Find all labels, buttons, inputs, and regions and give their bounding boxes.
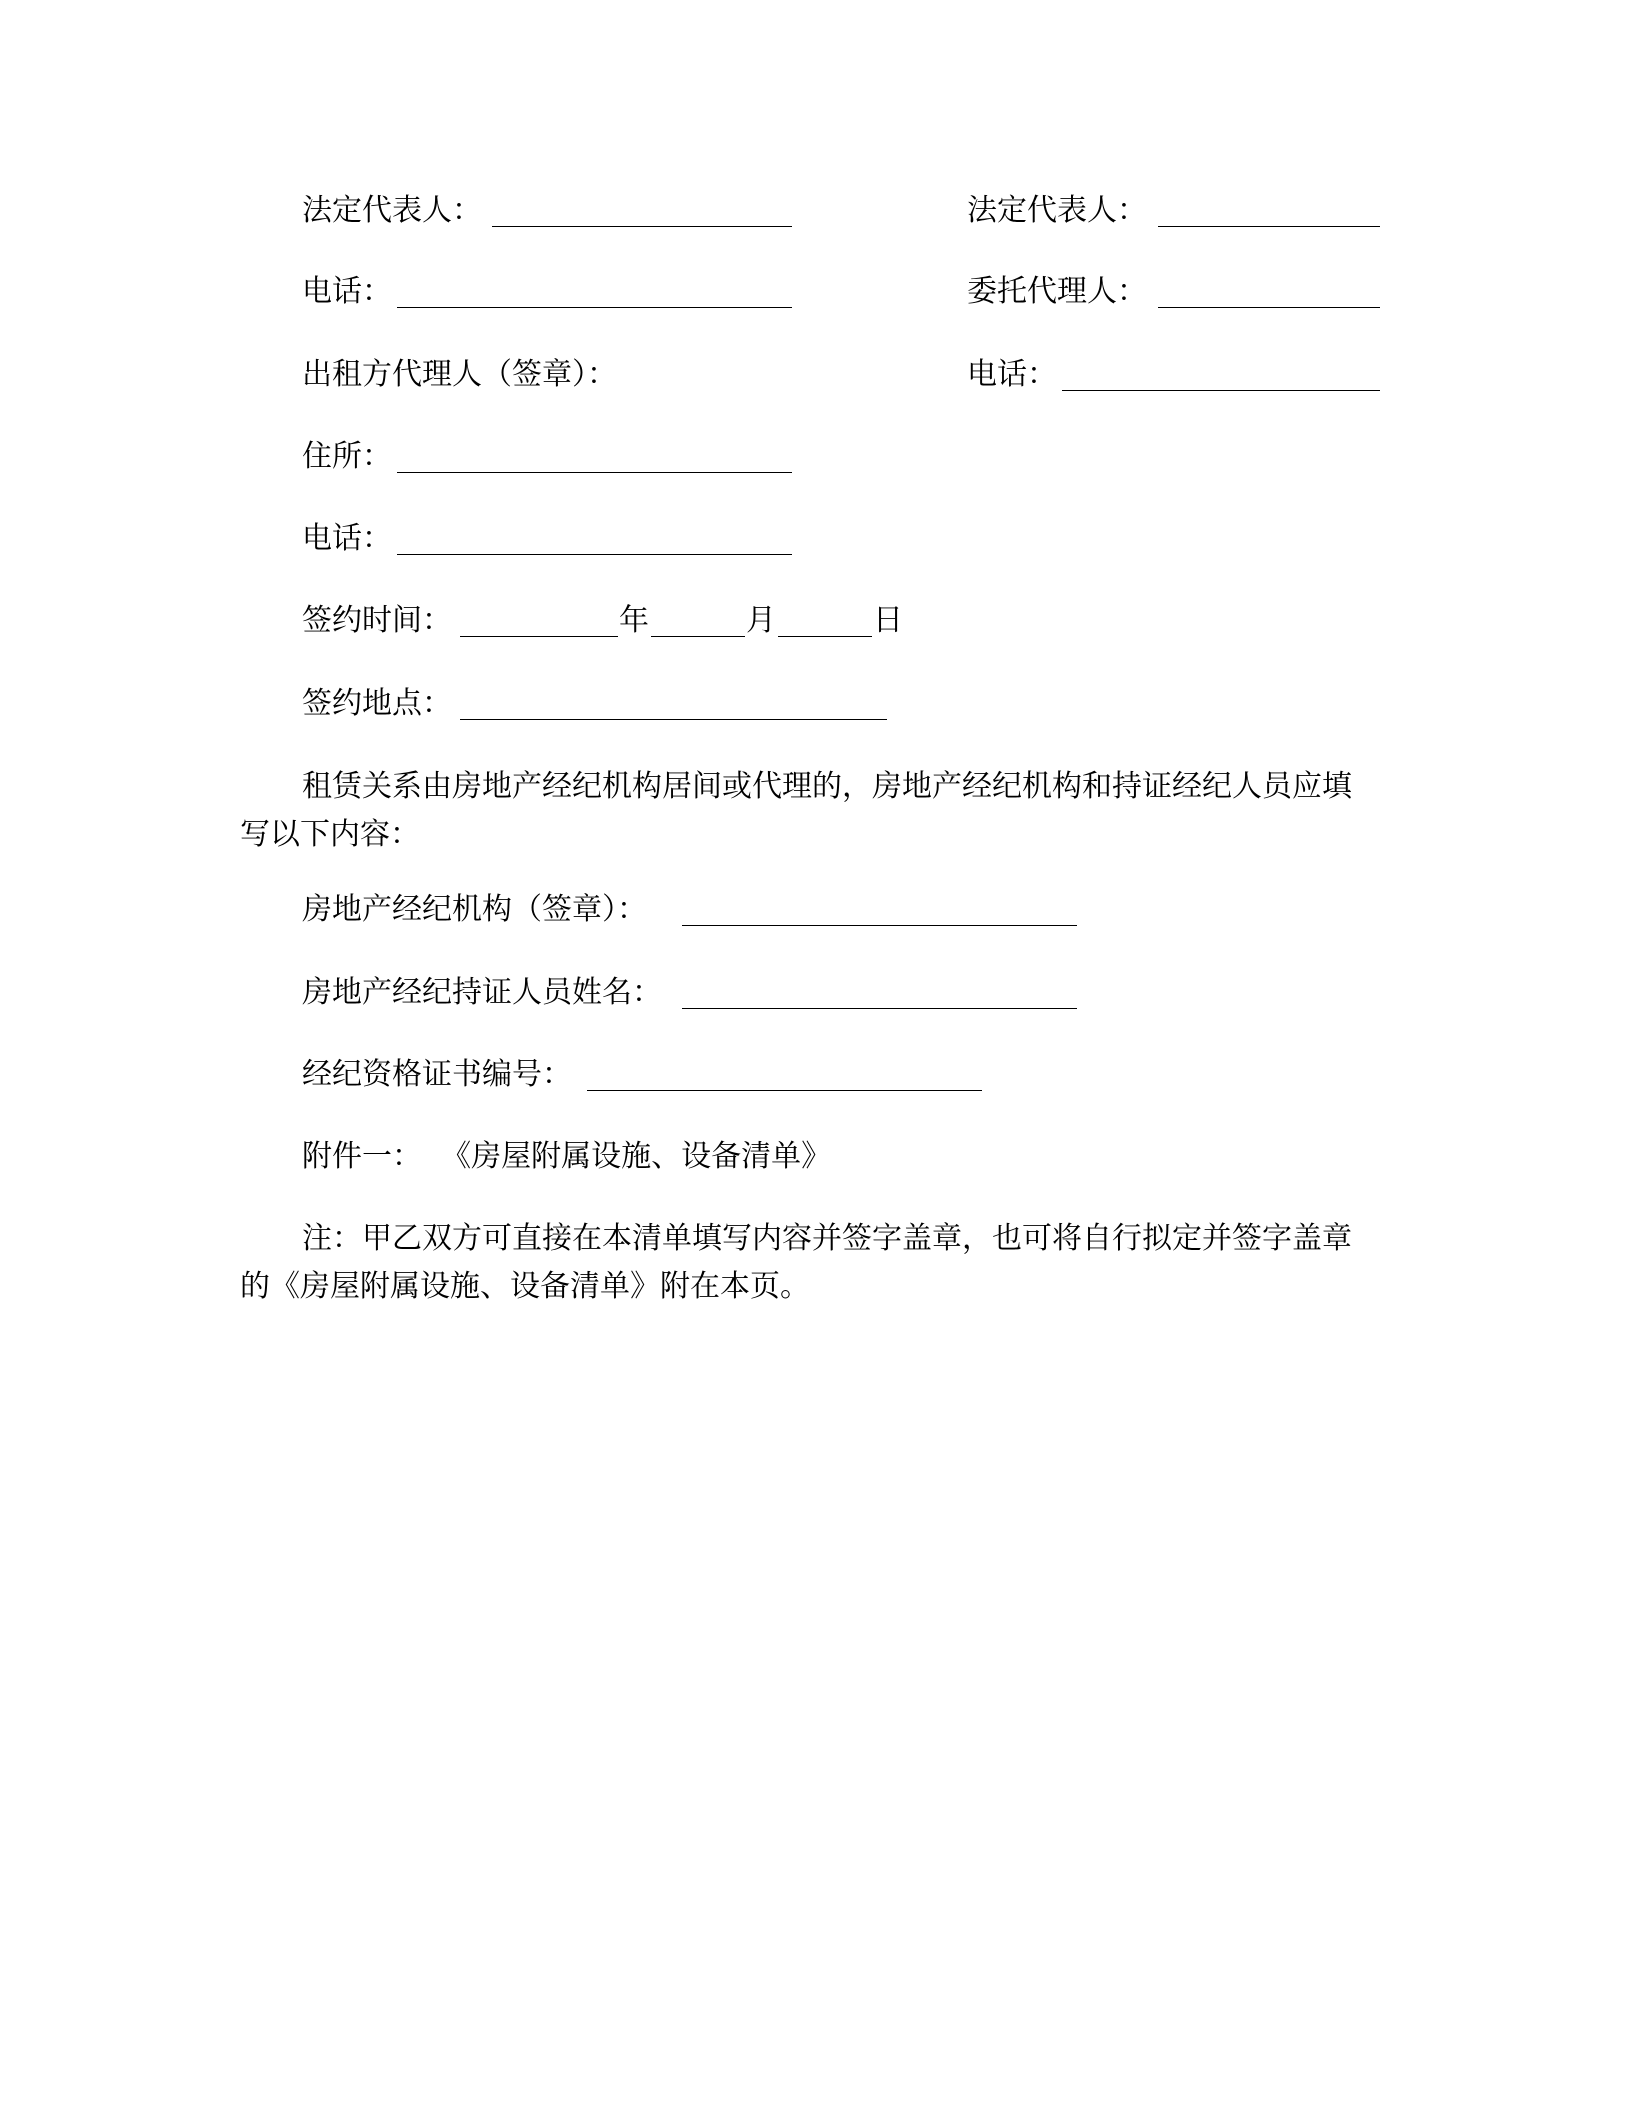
attachment-line: 附件一： 《房屋附属设施、设备清单》 xyxy=(302,1139,832,1174)
entrusted-agent-label: 委托代理人： xyxy=(967,274,1147,309)
entrusted-agent-blank[interactable] xyxy=(1158,307,1380,308)
legal-rep-label-right: 法定代表人： xyxy=(967,193,1147,228)
footnote-paragraph: 注：甲乙双方可直接在本清单填写内容并签字盖章，也可将自行拟定并签字盖章的《房屋附属设施、设备清单》附在本页。 xyxy=(240,1221,1352,1304)
phone-blank-left[interactable] xyxy=(397,307,792,308)
agency-note-paragraph: 租赁关系由房地产经纪机构居间或代理的，房地产经纪机构和持证经纪人员应填写以下内容： xyxy=(240,769,1352,852)
sign-place-blank[interactable] xyxy=(460,719,887,720)
sign-year-blank[interactable] xyxy=(460,636,618,637)
certificate-blank[interactable] xyxy=(587,1090,982,1091)
phone-label-left: 电话： xyxy=(302,274,392,309)
agent-phone-label: 电话： xyxy=(302,521,392,556)
certificate-label: 经纪资格证书编号： xyxy=(302,1057,572,1092)
agent-name-label: 房地产经纪持证人员姓名： xyxy=(302,975,662,1010)
address-blank[interactable] xyxy=(397,472,792,473)
lessor-agent-label: 出租方代理人（签章）： xyxy=(302,357,617,392)
address-label: 住所： xyxy=(302,439,392,474)
sign-date-label: 签约时间： xyxy=(302,603,452,638)
agency-blank[interactable] xyxy=(682,925,1077,926)
agent-name-blank[interactable] xyxy=(682,1008,1077,1009)
phone-label-right: 电话： xyxy=(967,357,1057,392)
sign-month-blank[interactable] xyxy=(651,636,745,637)
legal-rep-label-left: 法定代表人： xyxy=(302,193,482,228)
agent-phone-blank[interactable] xyxy=(397,554,792,555)
month-label: 月 xyxy=(746,603,776,638)
phone-blank-right[interactable] xyxy=(1062,390,1380,391)
legal-rep-blank-right[interactable] xyxy=(1158,226,1380,227)
sign-place-label: 签约地点： xyxy=(302,686,452,721)
year-label: 年 xyxy=(619,603,649,638)
legal-rep-blank-left[interactable] xyxy=(492,226,792,227)
day-label: 日 xyxy=(873,603,903,638)
sign-day-blank[interactable] xyxy=(778,636,872,637)
agency-label: 房地产经纪机构（签章）： xyxy=(302,892,647,927)
